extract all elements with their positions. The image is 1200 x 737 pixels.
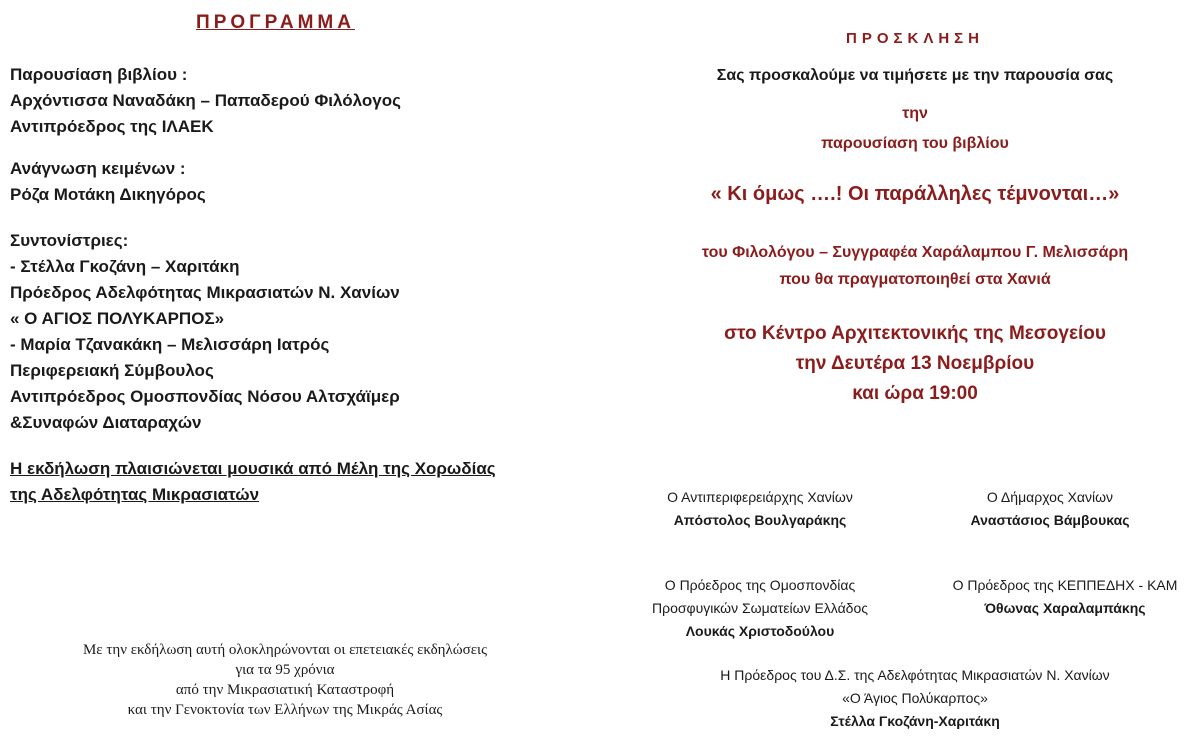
presentation-heading: Παρουσίαση βιβλίου : [10,65,188,84]
signatory-name: Λουκάς Χριστοδούλου [685,623,835,639]
signatory-role: Ο Δήμαρχος Χανίων [986,489,1114,505]
location-line: που θα πραγματοποιηθεί στα Χανιά [779,271,1051,288]
signatory [628,664,1200,733]
invitation-article: την [902,105,928,122]
invitation-presentation: παρουσίαση του βιβλίου [821,135,1009,152]
music-note [10,456,496,508]
anniversary-line-4: και την Γενοκτονία των Ελλήνων της Μικράς Ασίας [127,702,443,718]
coordinator-2-role-3: &Συναφών Διαταραχών [10,413,202,432]
presenter-role: Αντιπρόεδρος της ΙΛΑΕΚ [10,117,214,136]
signatory-role: Η Πρόεδρος του Δ.Σ. της Αδελφότητας Μικρασιατών Ν. Χανίων [720,667,1110,683]
anniversary-note [20,640,550,720]
presentation-section [10,62,401,140]
signatory-name: Στέλλα Γκοζάνη-Χαριτάκη [830,713,1000,729]
signatory [610,574,910,643]
anniversary-line-2: για τα 95 χρόνια [235,662,335,678]
signatory [920,486,1180,532]
coordinator-1-org: « Ο ΑΓΙΟΣ ΠΟΛΥΚΑΡΠΟΣ» [10,309,225,328]
music-line-1: Η εκδήλωση πλαισιώνεται μουσικά από Μέλη της Χορωδίας [10,459,496,478]
invitation-title: ΠΡΟΣΚΛΗΣΗ [845,30,984,47]
coordinator-2-name: - Μαρία Τζανακάκη – Μελισσάρη Ιατρός [10,335,330,354]
music-line-2: της Αδελφότητας Μικρασιατών [10,485,260,504]
coordinator-1-role: Πρόεδρος Αδελφότητας Μικρασιατών Ν. Χανίων [10,283,400,302]
coordinator-1-name: - Στέλλα Γκοζάνη – Χαριτάκη [10,257,240,276]
anniversary-line-3: από την Μικρασιατική Καταστροφή [175,682,395,698]
signatory-role: Ο Πρόεδρος της Ομοσπονδίας [664,577,856,593]
coordinators-heading: Συντονίστριες: [10,231,129,250]
anniversary-line-1: Με την εκδήλωση αυτή ολοκληρώνονται οι επετειακές εκδηλώσεις [82,642,488,658]
invitation-subtitle: Σας προσκαλούμε να τιμήσετε με την παρουσία σας [716,67,1114,84]
signatory [610,486,910,532]
signatory-name: Αναστάσιος Βάμβουκας [970,512,1130,528]
program-title: ΠΡΟΓΡΑΜΜΑ [196,12,355,33]
signatory-role: Ο Πρόεδρος της ΚΕΠΠΕΔΗΧ - ΚΑΜ [952,577,1178,593]
signatory [930,574,1200,620]
signatory-name: Όθωνας Χαραλαμπάκης [984,600,1146,616]
coordinator-2-role-2: Αντιπρόεδρος Ομοσπονδίας Νόσου Αλτσχάϊμερ [10,387,400,406]
signatory-name: Απόστολος Βουλγαράκης [673,512,847,528]
book-title: « Κι όμως ….! Οι παράλληλες τέμνονται…» [710,183,1120,205]
presenter-name: Αρχόντισσα Ναναδάκη – Παπαδερού Φιλόλογος [10,91,401,110]
coordinators-section [10,228,400,436]
event-date: την Δευτέρα 13 Νοεμβρίου [795,353,1035,374]
reading-section [10,156,206,208]
event-time: και ώρα 19:00 [852,383,978,404]
venue: στο Κέντρο Αρχιτεκτονικής της Μεσογείου [724,323,1106,344]
reader-name: Ρόζα Μοτάκη Δικηγόρος [10,185,206,204]
signatory-role-2: «Ο Άγιος Πολύκαρπος» [842,690,988,706]
author-line: του Φιλολόγου – Συγγραφέα Χαράλαμπου Γ. Μελισσάρη [701,244,1129,261]
coordinator-2-role: Περιφερειακή Σύμβουλος [10,361,214,380]
signatory-role-2: Προσφυγικών Σωματείων Ελλάδος [652,600,868,616]
reading-heading: Ανάγνωση κειμένων : [10,159,186,178]
signatory-role: Ο Αντιπεριφερειάρχης Χανίων [667,489,853,505]
